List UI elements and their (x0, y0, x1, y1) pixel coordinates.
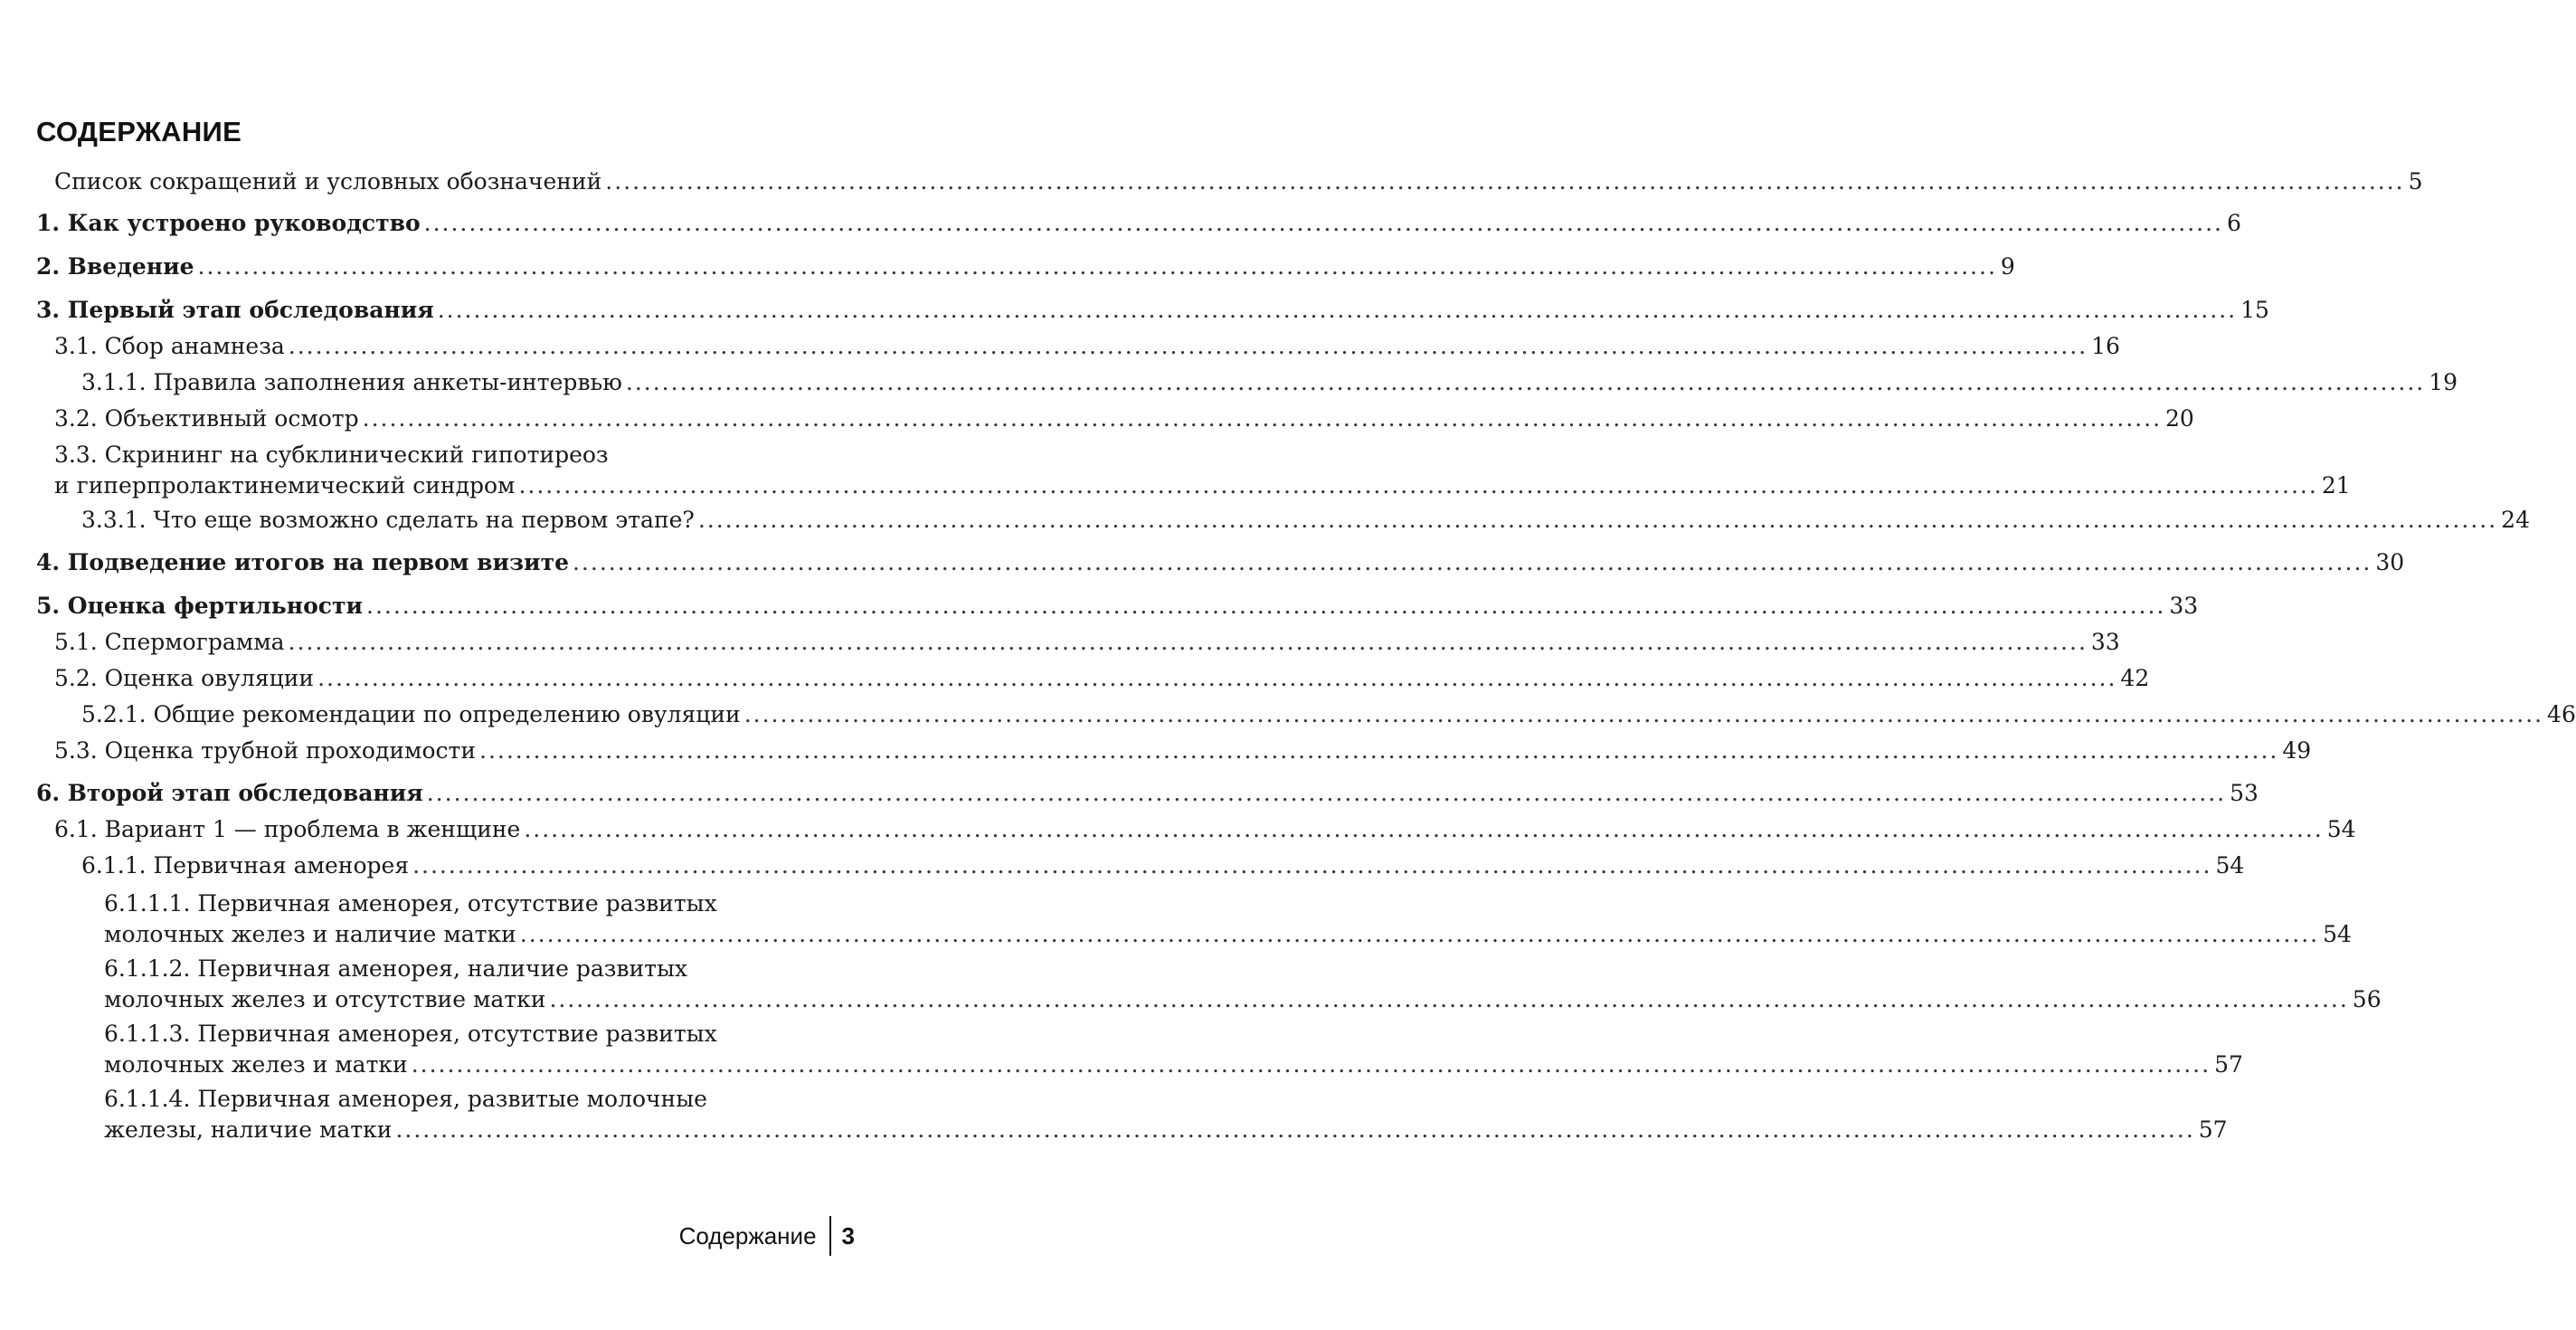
toc-entry-page: 19 (2429, 369, 2458, 395)
toc-entry[interactable] (36, 295, 2269, 326)
toc-entry[interactable] (54, 663, 2150, 694)
toc-entry-title: Список сокращений и условных обозначений (54, 168, 602, 195)
toc-entry-page: 42 (2120, 665, 2150, 691)
toc-entry-title: 3. Первый этап обследования (36, 297, 434, 323)
toc-entry[interactable] (36, 208, 2241, 239)
toc-entry-title-cont: и гиперпролактинемический синдром (54, 472, 516, 499)
leader-dots: ........................................................................................................................................................................................................ (412, 852, 2212, 879)
toc-entry[interactable] (54, 404, 2194, 434)
toc-entry-title: 6.1.1.1. Первичная аменорея, отсутствие развитых (104, 890, 717, 917)
toc-entry-page: 54 (2323, 921, 2352, 947)
toc-entry-title: 5. Оценка фертильности (36, 593, 363, 619)
page-title: СОДЕРЖАНИЕ (36, 116, 242, 147)
toc-entry[interactable] (54, 440, 2351, 501)
leader-dots: ........................................................................................................................................................................................................ (697, 507, 2498, 533)
toc-entry[interactable] (36, 252, 2015, 282)
page-number: 3 (841, 1221, 855, 1249)
toc-entry[interactable] (81, 505, 2530, 536)
leader-dots: ........................................................................................................................................................................................................ (411, 1051, 2211, 1078)
leader-dots: ........................................................................................................................................................................................................ (426, 780, 2227, 806)
toc-entry-title: 6.1.1.2. Первичная аменорея, наличие развитых (104, 955, 687, 982)
toc-entry-page: 56 (2352, 986, 2382, 1012)
leader-dots: ........................................................................................................................................................................................................ (288, 629, 2088, 655)
toc-entry-title: 6.1.1.3. Первичная аменорея, отсутствие развитых (104, 1021, 717, 1047)
toc-entry-page: 9 (2000, 253, 2015, 280)
toc-entry[interactable] (104, 1084, 2228, 1145)
leader-dots: ........................................................................................................................................................................................................ (437, 297, 2238, 323)
toc-entry-title-cont: молочных желез и наличие матки (104, 921, 516, 947)
toc-entry[interactable] (81, 367, 2458, 398)
toc-entry-title: 2. Введение (36, 253, 194, 280)
toc-entry-page: 54 (2215, 852, 2245, 879)
toc-entry-page: 33 (2090, 629, 2120, 655)
toc-entry-title: 6. Второй этап обследования (36, 780, 423, 806)
toc-entry-title: 5.2. Оценка овуляции (54, 665, 315, 691)
leader-dots: ........................................................................................................................................................................................................ (524, 816, 2324, 842)
toc-entry-page: 57 (2214, 1051, 2243, 1078)
toc-entry-title: 3.2. Объективный осмотр (54, 405, 359, 432)
toc-entry-page: 30 (2375, 549, 2405, 575)
toc-entry-page: 5 (2408, 168, 2423, 195)
leader-dots: ........................................................................................................................................................................................................ (572, 549, 2372, 575)
toc-entry-title: 6.1. Вариант 1 — проблема в женщине (54, 816, 521, 842)
toc-entry-title: 3.1. Сбор анамнеза (54, 333, 285, 359)
toc-entry-page: 24 (2501, 507, 2530, 533)
leader-dots: ........................................................................................................................................................................................................ (479, 737, 2279, 764)
page-footer (679, 1216, 855, 1256)
toc-entry[interactable] (54, 736, 2312, 766)
toc-entry[interactable] (36, 778, 2259, 809)
toc-entry-page: 16 (2091, 333, 2120, 359)
leader-dots: ........................................................................................................................................................................................................ (605, 168, 2405, 195)
leader-dots: ........................................................................................................................................................................................................ (395, 1116, 2195, 1143)
toc-entry-title: 3.3.1. Что еще возможно сделать на первом этапе? (81, 507, 695, 533)
toc-entry-title: 5.2.1. Общие рекомендации по определению овуляции (81, 701, 741, 727)
toc-entry[interactable] (81, 850, 2245, 881)
toc-entry[interactable] (54, 166, 2423, 197)
toc-entry-page: 46 (2547, 701, 2576, 727)
toc-entry-page: 49 (2282, 737, 2312, 764)
leader-dots: ........................................................................................................................................................................................................ (549, 986, 2349, 1012)
toc-entry[interactable] (81, 699, 2576, 730)
toc-entry[interactable] (104, 888, 2352, 950)
leader-dots: ........................................................................................................................................................................................................ (362, 405, 2163, 432)
toc-entry-title: 3.1.1. Правила заполнения анкеты-интервью (81, 369, 622, 395)
toc-entry-page: 57 (2198, 1116, 2228, 1143)
toc-entry-page: 20 (2165, 405, 2194, 432)
toc-entry[interactable] (104, 954, 2382, 1015)
toc-entry-title: 3.3. Скрининг на субклинический гипотиреоз (54, 442, 609, 468)
footer-divider (829, 1216, 831, 1256)
leader-dots: ........................................................................................................................................................................................................ (625, 369, 2426, 395)
toc-entry[interactable] (36, 591, 2199, 622)
toc-entry-title-cont: молочных желез и отсутствие матки (104, 986, 546, 1012)
toc-entry-title-cont: молочных желез и матки (104, 1051, 408, 1078)
toc-entry[interactable] (104, 1019, 2243, 1080)
leader-dots: ........................................................................................................................................................................................................ (423, 210, 2223, 236)
toc-entry-page: 53 (2230, 780, 2259, 806)
toc-entry-title: 6.1.1.4. Первичная аменорея, развитые молочные (104, 1086, 707, 1112)
leader-dots: ........................................................................................................................................................................................................ (366, 593, 2166, 619)
toc-entry-page: 6 (2227, 210, 2241, 236)
toc-entry-page: 33 (2169, 593, 2199, 619)
toc-entry-page: 21 (2321, 472, 2351, 499)
leader-dots: ........................................................................................................................................................................................................ (519, 921, 2320, 947)
leader-dots: ........................................................................................................................................................................................................ (288, 333, 2088, 359)
leader-dots: ........................................................................................................................................................................................................ (518, 472, 2318, 499)
toc-entry-title: 1. Как устроено руководство (36, 210, 421, 236)
toc-entry-title: 5.3. Оценка трубной проходимости (54, 737, 476, 764)
toc-entry-page: 15 (2240, 297, 2269, 323)
toc-entry[interactable] (54, 331, 2120, 362)
toc-entry-page: 54 (2326, 816, 2356, 842)
toc-entry[interactable] (36, 547, 2405, 578)
toc-entry-title: 4. Подведение итогов на первом визите (36, 549, 569, 575)
toc-entry[interactable] (54, 814, 2356, 845)
toc-entry[interactable] (54, 627, 2120, 658)
running-footer-section: Содержание (678, 1221, 817, 1249)
toc-entry-title: 6.1.1. Первичная аменорея (81, 852, 410, 879)
toc-entry-title: 5.1. Спермограмма (54, 629, 285, 655)
toc-entry-title-cont: железы, наличие матки (104, 1116, 393, 1143)
leader-dots: ........................................................................................................................................................................................................ (197, 253, 1997, 280)
leader-dots: ........................................................................................................................................................................................................ (317, 665, 2117, 691)
leader-dots: ........................................................................................................................................................................................................ (743, 701, 2544, 727)
